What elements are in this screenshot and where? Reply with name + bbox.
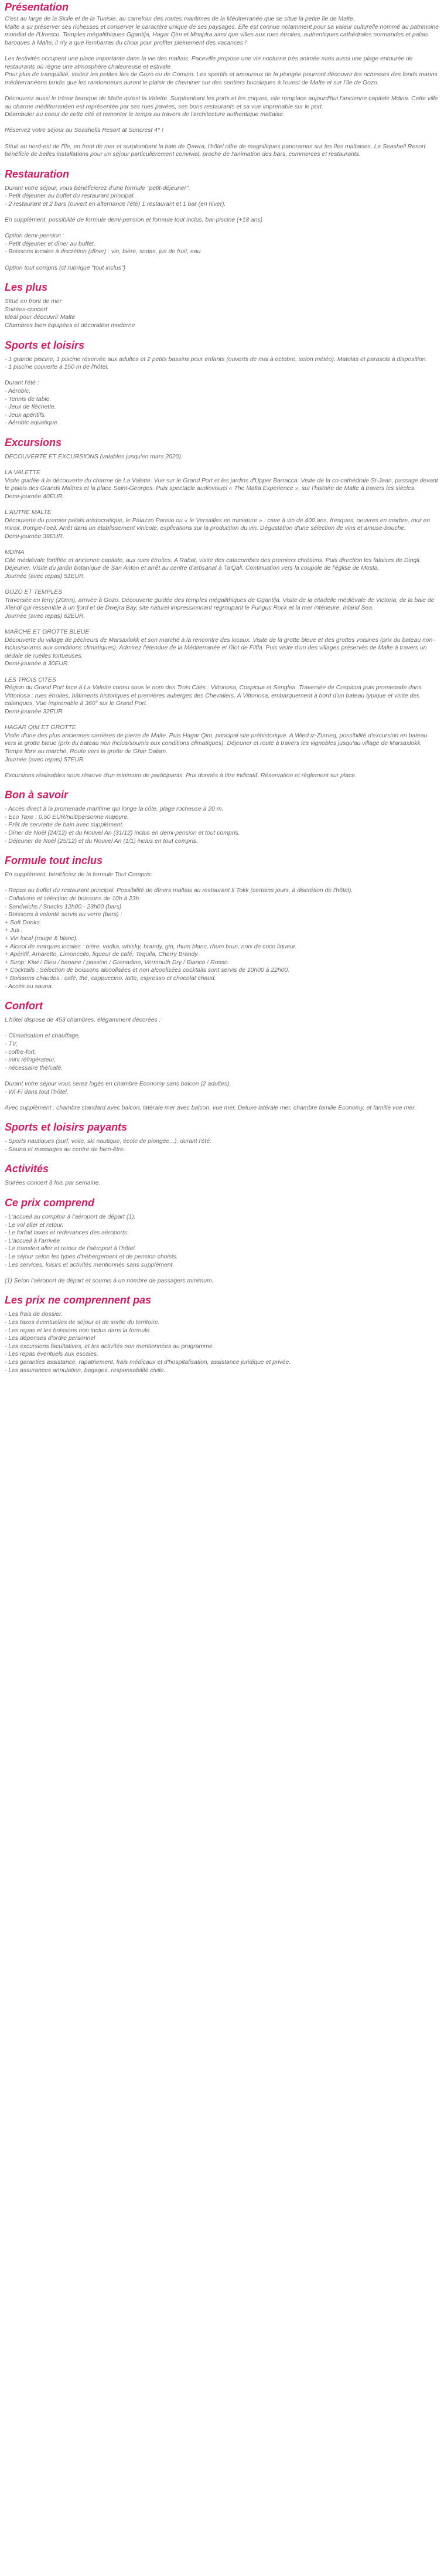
section-prix-comprend — [5, 1197, 439, 1285]
paragraph-gap — [5, 764, 439, 772]
paragraph-gap — [5, 716, 439, 724]
paragraph: Option tout compris (cf rubrique "tout inclus") — [5, 264, 126, 271]
paragraph: (1) Selon l'aéroport de départ et soumis à un nombre de passagers minimum. — [5, 1277, 214, 1284]
section-bon-a-savoir — [5, 789, 439, 845]
section-sports — [5, 339, 439, 427]
paragraph-gap — [5, 208, 439, 216]
paragraph: Durant votre séjour vous serez logés en chambre Economy sans balcon (2 adultes). - Wi-Fi dans tout l'hôtel. — [5, 1080, 231, 1095]
section-title: Confort — [5, 1000, 43, 1012]
paragraph: En supplément, bénéficiez de la formule Tout Compris: — [5, 872, 153, 879]
section-title: Les plus — [5, 281, 48, 294]
paragraph-gap — [5, 87, 439, 95]
paragraph: HAGAR QIM ET GROTTE Visite d'une des plus anciennes carrières de pierre de Malte. Puis Hagar Qim, principal site préhistorique. A Wied iz-Zurrieq, possibilité d'excursion en bateau vers la grotte bleue (prix du bateau non inclus/soumis aux conditions climatiques). Déjeuner et route à travers les vignobles jusqu'au village de Marsaxlokk. Temps libre au marché. Route vers la grotte de Ghar Dalam. Journée (avec repas) 57EUR. — [5, 724, 428, 763]
paragraph-gap — [5, 620, 439, 628]
paragraph-gap — [5, 1072, 439, 1080]
paragraph: En supplément, possibilité de formule demi-pension et formule tout inclus, bar-piscine (+18 ans) — [5, 217, 263, 224]
paragraph-gap — [5, 256, 439, 264]
paragraph: Durant l'été : - Aérobic. - Tennis de table. - Jeux de fléchette. - Jeux apéritifs. - Aérobic aquatique. — [5, 380, 59, 427]
paragraph: LA VALETTE Visite guidée à la découverte du charme de La Valette. Vue sur le Grand Port et les jardins d'Upper Barracca. Visite de la co-cathédrale St-Jean, passage devant le palais des Grands Maîtres et la place Saint-Georges. Puis spectacle audiovisuel « The Malta Experience », sur l'histoire de Malte à travers les siècles. Demi-journée 40EUR. — [5, 469, 438, 500]
section-title: Les prix ne comprennent pas — [5, 1294, 152, 1306]
paragraph: Avec supplément : chambre standard avec balcon, latérale mer avec balcon, vue mer, Deluxe latérale mer, chambre famille Economy, et famille vue mer. — [5, 1104, 416, 1111]
paragraph: Option demi-pension : - Petit déjeuner et dîner au buffet. - Boissons locales à discrétion (dîner) : vin, bière, sodas, jus de fruit, eau. — [5, 233, 203, 256]
section-title: Présentation — [5, 1, 69, 13]
paragraph: - L'accueil au comptoir à l'aéroport de départ (1). - Le vol aller et retour. - Le forfait taxes et redevances des aéroports. - L'accueil à l'arrivée. - Le transfert aller et retour de l'aéroport à l'hôtel. - Le séjour selon les types d'hébergement et de pension choisis. - Les services, loisirs et activités mentionnés sans supplément. — [5, 1214, 178, 1268]
paragraph: L'hôtel dispose de 453 chambres, élégamment décorées : — [5, 1017, 161, 1024]
paragraph: LES TROIS CITES Région du Grand Port face à La Valette connu sous le nom des Trois Cités : Vittoriosa, Cospicua et Senglea. Traversée de Cospicua puis promenade dans Vittoriosa : rues étroites, bâtiments historiques et premières auberges des Chevaliers. A Vittoriosa, embarquement à bord d'un bateau typique et visite des calanques. Vue imprenable à 360° sur le Grand Port. Demi-journée 32EUR — [5, 676, 422, 715]
paragraph-gap — [5, 1025, 439, 1033]
paragraph-gap — [5, 879, 439, 887]
paragraph: - Les frais de dossier. - Les taxes éventuelles de séjour et de sortie du territoire. - Les repas et les boissons non inclus dans la formule. - Les dépenses d'ordre personnel - Les excursions facultatives, et les activités non mentionnées au programme. - Les repas éventuels aux escales. - Les garanties assistance, rapatriement, frais médicaux et d'hospitalisation, assistance juridique et privée. - Les assurances annulation, bagages, responsabilité civile. — [5, 1311, 291, 1374]
section-title: Excursions — [5, 436, 62, 448]
paragraph: Excursions réalisables sous réserve d'un minimum de participants. Prix donnés à titre indicatif. Réservation et règlement sur place. — [5, 772, 357, 779]
section-title: Sports et loisirs payants — [5, 1121, 128, 1134]
paragraph: MDINA Cité médiévale fortifiée et ancienne capitale, aux rues étroites. A Rabat, visite des catacombes des premiers chrétiens. Puis direction les falaises de Dingli. Déjeuner. Visite du jardin botanique de San Anton et arrêt au centre d'artisanat à Ta'Qali. Continuation vers la coupole de l'église de Mosta. Journée (avec repas) 51EUR. — [5, 549, 421, 580]
paragraph-gap — [5, 461, 439, 469]
section-title: Restauration — [5, 168, 70, 180]
paragraph: MARCHE ET GROTTE BLEUE Découverte du village de pêcheurs de Marsaxlokk et son marché à la rencontre des locaux. Visite de la grotte bleue et des grottes voisines (prix du bateau non-inclus/soumis aux conditions climatiques). Admirez l'étendue de la Méditerranée et l'îlot de Filfla. Puis visite d'un des villages préservés de Malte à travers un dédale de ruelles tortueuses. Demi-journée à 30EUR. — [5, 629, 435, 668]
paragraph-gap — [5, 372, 439, 380]
paragraph-gap — [5, 135, 439, 143]
paragraph: GOZO ET TEMPLES Traversée en ferry (20mn), arrivée à Gozo. Découverte guidée des temples mégalithiques de Ggantija. Visite de la citadelle médiévale de Victoria, de la baie de Xlendi qui ressemble à un fjord et de Dwejra Bay, site naturel impressionnant regroupant le Fungus Rock et la mer intérieure, Inland Sea. Journée (avec repas) 62EUR. — [5, 589, 435, 620]
section-title: Sports et loisirs — [5, 339, 85, 351]
section-title: Bon à savoir — [5, 789, 69, 801]
paragraph-gap — [5, 47, 439, 55]
paragraph: Durant votre séjour, vous bénéficierez d'une formule "petit-déjeuner". - Petit déjeuner au buffet du restaurant principal. - 2 restaurant et 2 bars (ouvert en alternance l'été) 1 restaurant et 1 bar (en hiver). — [5, 185, 226, 207]
paragraph: - Accès direct à la promenade maritime qui longe la côte, plage rocheuse à 20 m. - Eco Taxe : 0,50 EUR/nuit/personne majeure. - Prêt de serviette de bain avec supplément. - Dîner de Noël (24/12) et du Nouvel An (31/12) inclus en demi-pension et tout compris. - Déjeuner de Noël (25/12) et du Nouvel An (1/1) inclus en tout compris. — [5, 806, 240, 845]
paragraph-gap — [5, 119, 439, 127]
section-les-plus — [5, 281, 439, 329]
paragraph: Situé au nord-est de l'île, en front de mer et surplombant la baie de Qawra, l'hôtel offre de magnifiques panoramas sur les îles maltaises. Le Seashell Resort bénéficie de belles installations pour un séjour particulièrement convivial, proche de l'animation des bars, commerces et restaurants. — [5, 143, 426, 158]
paragraph: L'AUTRE MALTE Découverte du premier palais aristocratique, le Palazzo Parisio ou « le Versailles en miniature » : cave à vin de 400 ans, fresques, oeuvres en marbre, mur en miroir, trompe-l'oeil. Arrêt dans un établissement vinicole, explications sur la production du vin. Dégustation d'une sélection de vins et amuse-bouche. Demi-journée 39EUR. — [5, 509, 431, 540]
paragraph: - 1 grande piscine, 1 piscine réservée aux adultes et 2 petits bassins pour enfants (ouverts de mai à octobre, selon météo). Matelas et parasols à disposition. - 1 piscine couverte à 150 m de l'hôtel. — [5, 356, 428, 371]
paragraph-gap — [5, 668, 439, 676]
paragraph: DECOUVERTE ET EXCURSIONS (valables jusqu'en mars 2020). — [5, 453, 183, 460]
section-restauration — [5, 168, 439, 273]
paragraph: Soirées-concert 3 fois par semaine. — [5, 1180, 101, 1187]
paragraph: Les festivités occupent une place importante dans la vie des maltais. Paceville propose une vie nocturne très animée mais aussi une plage entourée de restaurants où règne une atmosphère chaleureuse et estivale Pour plus de tranquillité, visitez les petites îles de Gozo ou de Comino. Les sportifs et amoureux de la plongée pourront découvrir les richesses des fonds marins méditerranéens tandis que les randonneurs auront le plaisir de cheminer sur des sentiers bucoliques à l'ouest de Malte et sur l'île de Gozo. — [5, 55, 438, 86]
section-activites — [5, 1163, 439, 1187]
section-title: Activités — [5, 1163, 49, 1175]
paragraph: C'est au large de la Sicile et de la Tunisie, au carrefour des routes maritimes de la Méditerranée que se situe la petite île de Malte. Malte a su préserver ses richesses et conserver le caractère unique de ses paysages. Elle est connue notamment pour sa valeur culturelle nommé au patrimoine mondial de l'Unesco. Temples mégalithiques Ggantija, Hagar Qim et Mnajdra ainsi que villes aux rues étroites, authentiques cathédrales normandes et palais baroques à Malte, il n'y a que l'embarras du choix pour profiter pleinement des vacances ! — [5, 16, 439, 46]
section-presentation — [5, 0, 439, 159]
section-sports-payants — [5, 1121, 439, 1153]
paragraph: Situé en front de mer Soirées-concert Idéal pour découvrir Malte Chambres bien équipées et décoration moderne — [5, 298, 135, 329]
section-excursions — [5, 437, 439, 780]
paragraph-gap — [5, 540, 439, 549]
section-title: Ce prix comprend — [5, 1197, 95, 1209]
paragraph-gap — [5, 1269, 439, 1277]
paragraph-gap — [5, 224, 439, 233]
section-title: Formule tout inclus — [5, 855, 103, 867]
section-tout-inclus — [5, 855, 439, 991]
section-confort — [5, 1000, 439, 1112]
paragraph: - Climatisation et chauffage, - TV, - coffre-fort, - mini réfrigérateur, - nécessaire thé/café, — [5, 1033, 80, 1071]
paragraph-gap — [5, 1096, 439, 1104]
paragraph-gap — [5, 501, 439, 509]
paragraph: - Sports nautiques (surf, voile, ski nautique, école de plongée...), durant l'été. - Sauna et massages au centre de bien-être. — [5, 1138, 212, 1153]
paragraph: Découvrez aussi le trésor baroque de Malte qu'est la Valette. Surplombant les ports et les criques, elle remplace aujourd'hui l'ancienne capitale Mdina. Cette ville au charme méditerranéen est représentée par ses rues pavées, ses bons restaurants et sa vue imprenable sur le port. Déambuler au coeur de cette cité et remonter le temps au travers de l'architecture authentique maltaise. — [5, 95, 438, 118]
paragraph-gap — [5, 580, 439, 588]
paragraph: Réservez votre séjour au Seashells Resort at Suncrest 4* ! — [5, 127, 163, 134]
paragraph: - Repas au buffet du restaurant principal. Possibilité de dîners maltais au restaurant Il Tokk (certains jours, à discrétion de l'hôtel). - Collations et sélection de boissons de 10h à 23h. - Sandwichs / Snacks 12h00 - 23h00 (bars) - Boissons à volonté servis au verre (bars) : + Soft Drinks. + Jus . + Vin local (rouge & blanc). + Alcool de marques locales : bière, vodka, whisky, brandy, gin, rhum blanc, rhum brun, noix de coco liqueur. + Apéritif, Amaretto, Limoncello, liqueur de café, Tequila, Cherry Brandy. + Sirop: Kiwi / Bleu / banane / passion / Grenadine, Vermouth Dry / Bianco / Rosso. + Cocktails : Sélection de boissons alcoolisées et non alcoolisées cocktails sont servis de 10h00 à 22h00. + Boissons chaudes : café, thé, cappuccino, latte, espresso et chocolat chaud. - Accès au sauna. — [5, 887, 353, 990]
section-prix-ne-comprend-pas — [5, 1294, 439, 1374]
